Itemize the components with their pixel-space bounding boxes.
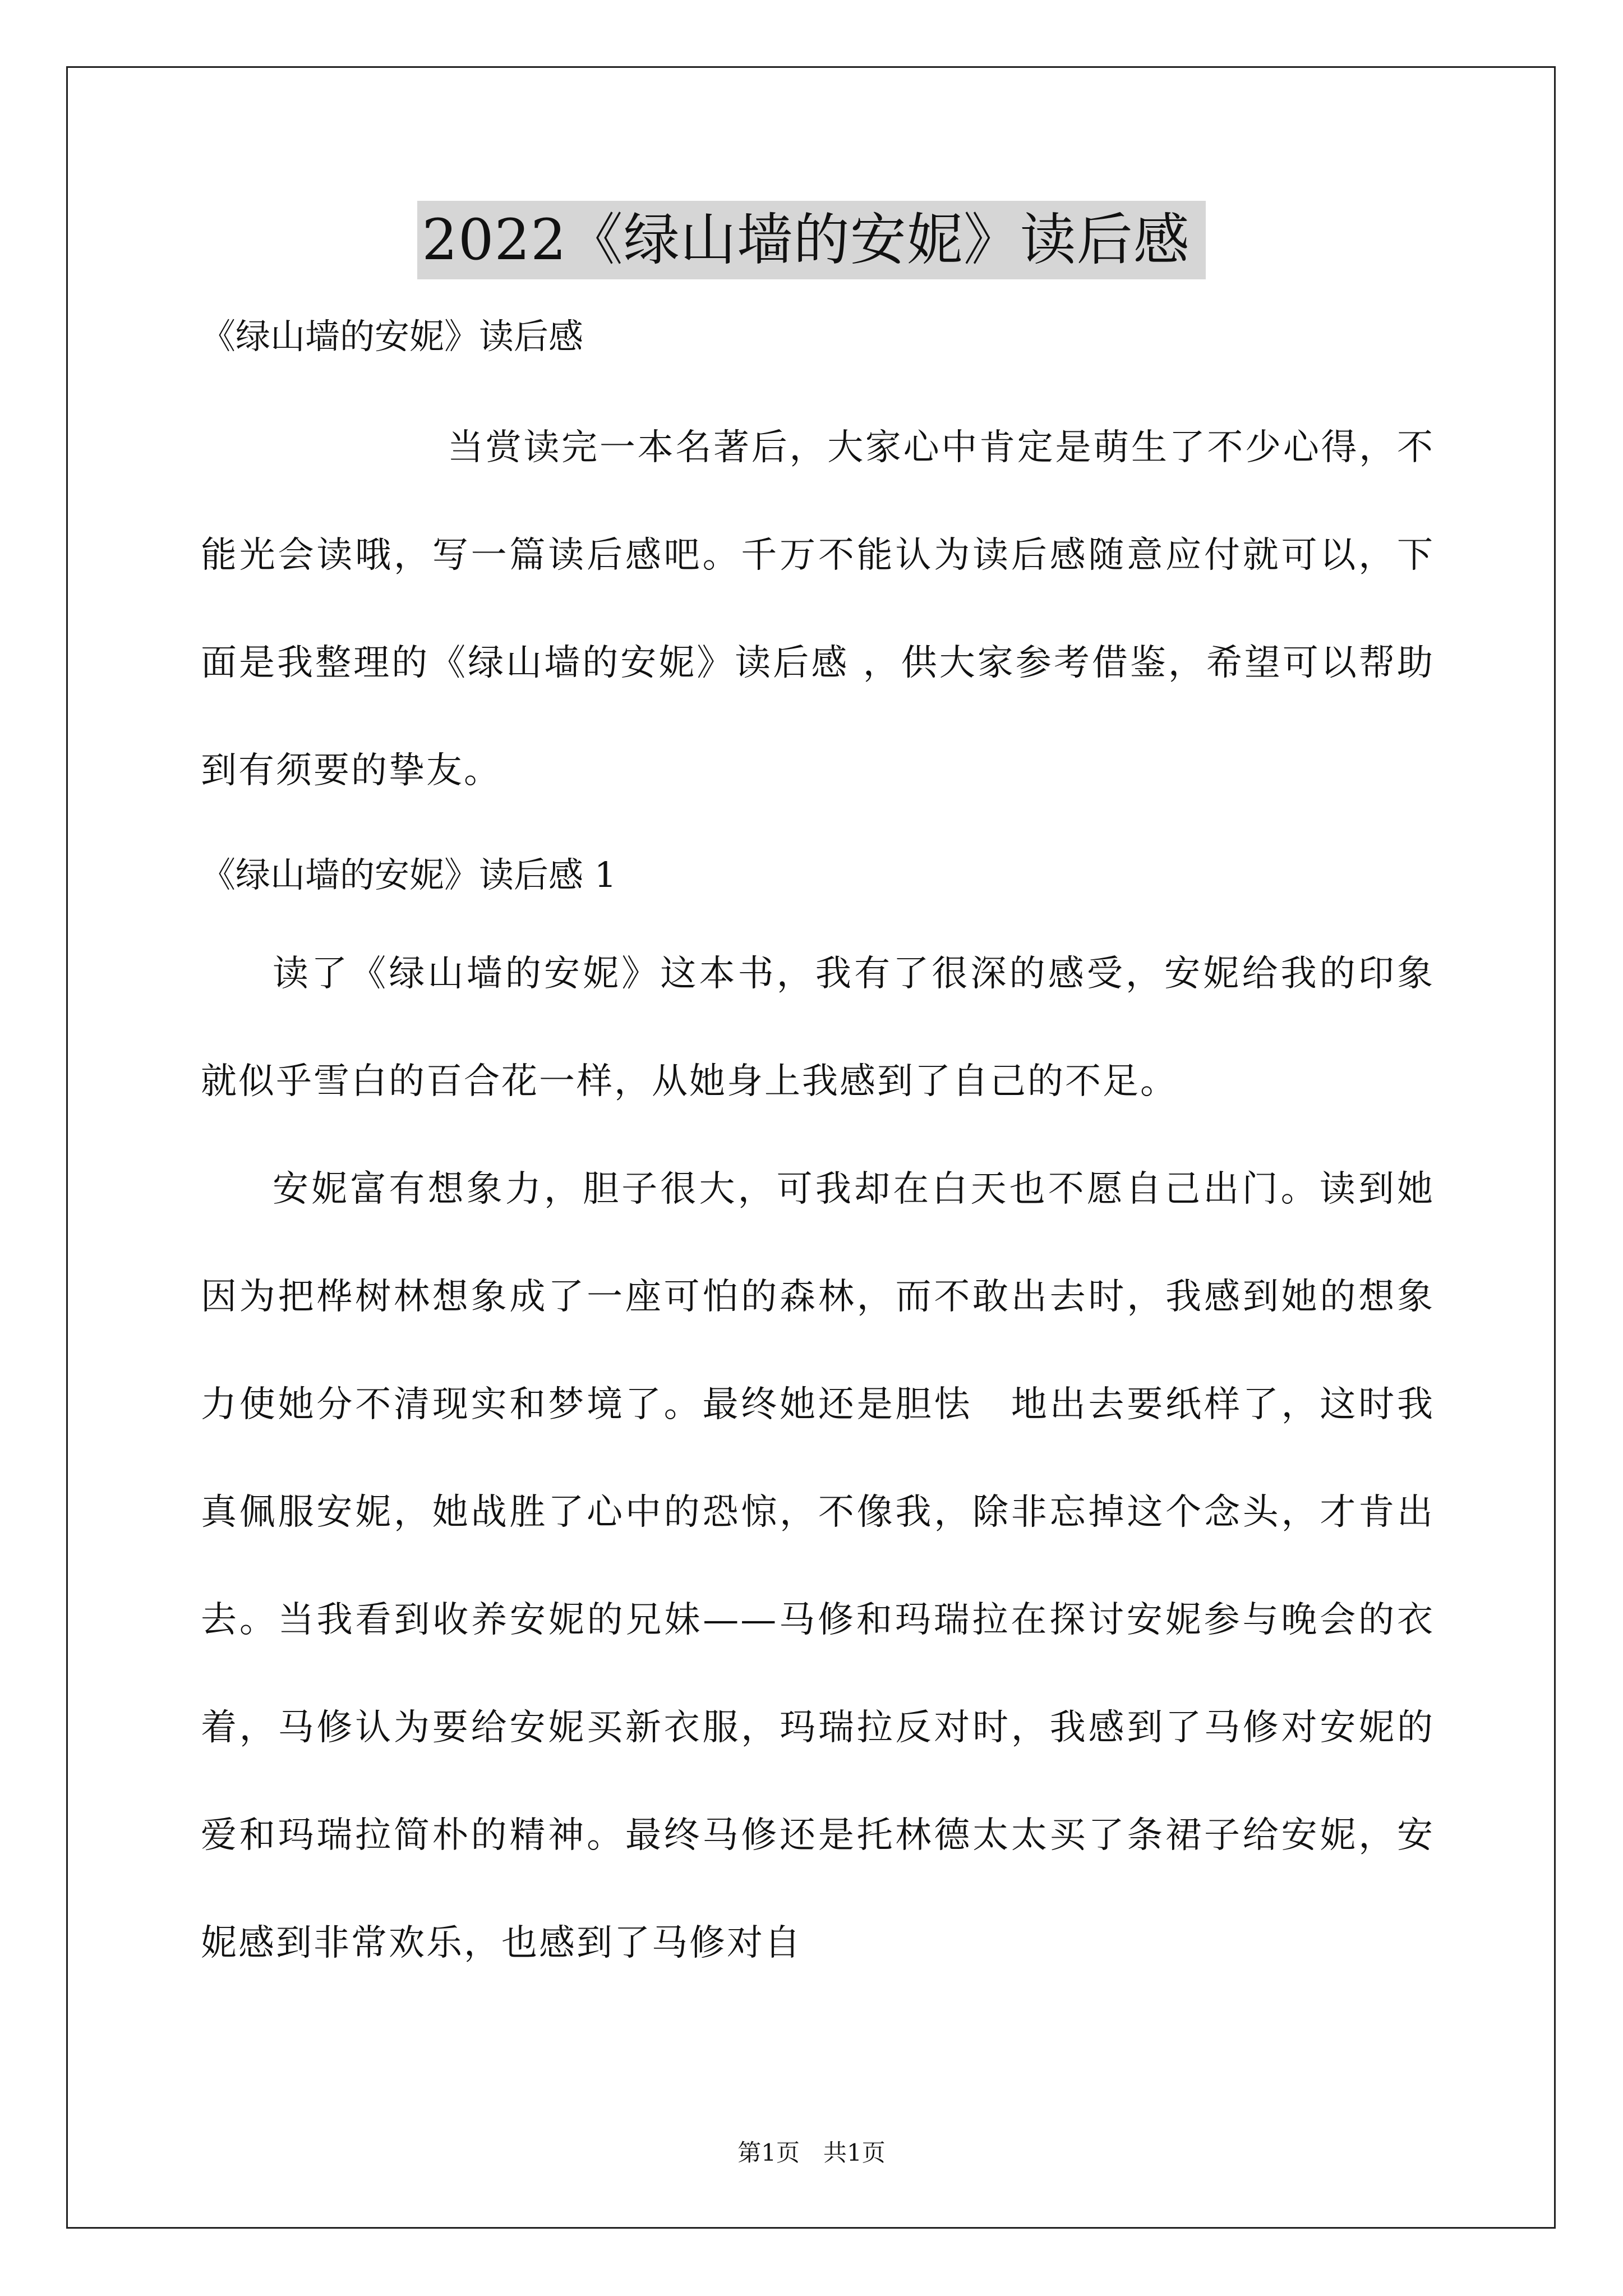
body-paragraph-1: 读了《绿山墙的安妮》这本书，我有了很深的感受，安妮给我的印象就似乎雪白的百合花一样，从她身上我感到了自己的不足。	[201, 953, 1435, 1102]
section-heading: 《绿山墙的安妮》读后感 1	[201, 854, 617, 895]
document-title: 2022《绿山墙的安妮》读后感	[417, 201, 1206, 279]
intro-paragraph: 当赏读完一本名著后，大家心中肯定是萌生了不少心得，不能光会读哦，写一篇读后感吧。千万不能认为读后感随意应付就可以，下面是我整理的《绿山墙的安妮》读后感 ，供大家参考借鉴，希望可以帮助到有须要的挚友。	[201, 427, 1435, 792]
spacer	[201, 898, 1435, 920]
spacer	[201, 825, 1435, 853]
spacer	[201, 359, 1435, 394]
body-paragraph-2: 安妮富有想象力，胆子很大，可我却在白天也不愿自己出门。读到她因为把桦树林想象成了一座可怕的森林，而不敢出去时，我感到她的想象力使她分不清现实和梦境了。最终她还是胆怯 地出去要纸样了，这时我真佩服安妮，她战胜了心中的恐惊，不像我，除非忘掉这个念头，才肯出去。当我看到收养安妮的兄妹——马修和玛瑞拉在探讨安妮参与晚会的衣着，马修认为要给安妮买新衣服，玛瑞拉反对时，我感到了马修对安妮的爱和玛瑞拉简朴的精神。最终马修还是托林德太太买了条裙子给安妮，安妮感到非常欢乐，也感到了马修对自	[201, 1168, 1435, 1964]
page-footer: 第1页 共1页	[737, 2139, 886, 2166]
subtitle-heading: 《绿山墙的安妮》读后感	[201, 316, 584, 357]
title-wrapper	[0, 201, 1623, 279]
document-body	[201, 314, 1435, 1997]
